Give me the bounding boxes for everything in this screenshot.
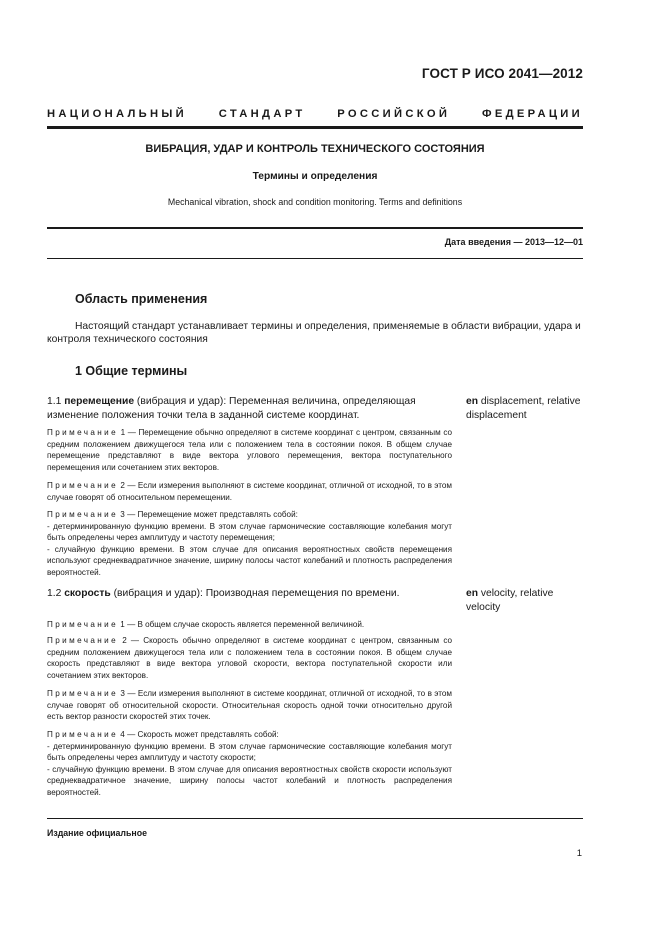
note-text: 1 — В общем случае скорость является переменной величиной. [118,620,365,629]
note-2 [47,480,452,503]
note-label: Примечание [47,510,119,519]
note-label: Примечание [47,730,119,739]
term-english-equivalent [466,395,584,422]
banner-word: РОССИЙСКОЙ [337,108,451,120]
note-text: 1 — Перемещение обычно определяют в системе координат с центром, связанным со средним положением движущегося тела или с положением тела в состоянии покоя. В общем случае перемещение представляют в виде вектора углового перемещения, вектора поступательного перемещения или сочетанием этих векторов. [47,428,452,472]
note-label: Примечание [47,481,119,490]
standard-subtitle: Термины и определения [252,171,378,182]
term-entry-displacement [47,395,452,422]
note-text: 3 — Если измерения выполняют в системе координат, отличной от исходной, то в этом случае говорят об относительной скорости. Относительная скорость одной точки относительно другой есть вектор разности скоростей этих точек. [47,689,452,721]
standard-title: ВИБРАЦИЯ, УДАР И КОНТРОЛЬ ТЕХНИЧЕСКОГО СОСТОЯНИЯ [145,143,485,155]
note-text: 4 — Скорость может представлять собой: [118,730,279,739]
footer-rule [47,818,583,819]
note-1 [47,619,452,631]
term-number: 1.1 [47,396,65,407]
header-rule [47,126,583,129]
official-edition-label: Издание официальное [47,828,147,838]
title-rule [47,227,583,229]
banner-word: ФЕДЕРАЦИИ [482,108,583,120]
scope-heading: Область применения [75,292,208,306]
term-name: перемещение [64,396,135,407]
scope-text: Настоящий стандарт устанавливает термины и определения, применяемые в области вибрации, удара и контроля технического состояния [47,321,581,345]
note-4 [47,729,452,798]
language-code: en [466,588,479,599]
introduction-date: Дата введения — 2013—12—01 [444,237,583,247]
note-label: Примечание [47,620,119,629]
note-list-item: - случайную функцию времени. В этом случае для описания вероятностных свойств скорости используют среднеквадратичное значение, ширину полосы частот колебаний и плотность распределения вероятностей. [47,764,452,797]
term-domain: (вибрация и удар): [110,588,203,599]
note-list-item: - детерминированную функцию времени. В этом случае гармонические составляющие колебания могут быть определены через амплитуду и частоту перемещения; [47,521,452,542]
page-number: 1 [576,848,582,859]
banner-word: СТАНДАРТ [218,108,306,120]
note-3 [47,509,452,578]
term-definition: Производная перемещения по времени. [202,588,400,599]
note-3 [47,688,452,723]
english-terms: displacement, relative displacement [466,396,581,421]
term-domain: (вибрация и удар): [134,396,227,407]
english-title: Mechanical vibration, shock and condition monitoring. Terms and definitions [167,197,463,207]
note-text: 2 — Если измерения выполняют в системе координат, отличной от исходной, то в этом случае говорят об относительном перемещении. [47,481,452,502]
standard-designation: ГОСТ Р ИСО 2041—2012 [421,66,583,81]
term-english-equivalent [466,587,584,614]
term-number: 1.2 [47,588,65,599]
note-label: Примечание [47,689,119,698]
banner-word: НАЦИОНАЛЬНЫЙ [47,108,187,120]
note-list-item: - случайную функцию времени. В этом случае для описания вероятностных свойств перемещения используют среднеквадратичное значение, ширину полосы частот колебаний и плотность распределения вероятностей. [47,544,452,577]
term-definition: Переменная величина, определяющая изменение положения точки тела в заданной системе координат. [47,396,416,421]
term-name: скорость [64,588,111,599]
language-code: en [466,396,479,407]
term-entry-velocity [47,587,452,601]
note-2 [47,635,452,681]
note-text: 2 — Скорость обычно определяют в системе координат с центром, связанным со средним положением движущегося тела или с положением тела в состоянии покоя. В общем случае скорость представляют в виде вектора угловой скорости, вектора поступательной скорости или сочетанием этих векторов. [47,636,452,680]
note-label: Примечание [47,428,119,437]
national-standard-banner [47,108,583,120]
note-list-item: - детерминированную функцию времени. В этом случае гармонические составляющие колебания могут быть определены через амплитуду и частоту скорости; [47,741,452,762]
note-1 [47,427,452,473]
note-text: 3 — Перемещение может представлять собой: [118,510,298,519]
date-rule [47,258,583,259]
english-terms: velocity, relative velocity [466,588,554,613]
note-label: Примечание [47,636,119,645]
section-heading: 1 Общие термины [75,364,188,378]
